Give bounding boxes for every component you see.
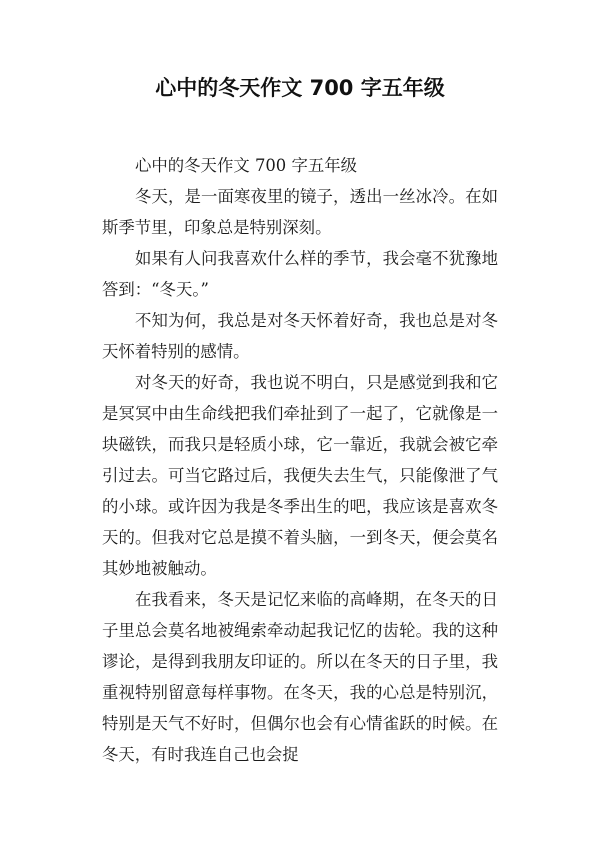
paragraph: 不知为何，我总是对冬天怀着好奇，我也总是对冬天怀着特别的感情。 (102, 311, 498, 361)
paragraph: 冬天，是一面寒夜里的镜子，透出一丝冰冷。在如斯季节里，印象总是特别深刻。 (102, 187, 498, 237)
paragraph: 对冬天的好奇，我也说不明白，只是感觉到我和它是冥冥中由生命线把我们牵扯到了一起了，它就像是一块磁铁，而我只是轻质小球，它一靠近，我就会被它牵引过去。可当它路过后，我便失去生气，只能像泄了气的小球。或许因为我是冬季出生的吧，我应该是喜欢冬天的。但我对它总是摸不着头脑，一到冬天，便会莫名其妙地被触动。 (102, 373, 498, 578)
paragraph-subtitle: 心中的冬天作文 700 字五年级 (135, 156, 358, 175)
paragraph: 在我看来，冬天是记忆来临的高峰期，在冬天的日子里总会莫名地被绳索牵动起我记忆的齿轮。我的这种谬论，是得到我朋友印证的。所以在冬天的日子里，我重视特别留意每样事物。在冬天，我的心总是特别沉，特别是天气不好时，但偶尔也会有心情雀跃的时候。在冬天，有时我连自己也会捉 (102, 590, 498, 764)
document-body (102, 150, 498, 770)
paragraph: 如果有人问我喜欢什么样的季节，我会毫不犹豫地答到：“冬天。” (102, 249, 498, 299)
document-title: 心中的冬天作文 700 字五年级 (155, 76, 445, 100)
